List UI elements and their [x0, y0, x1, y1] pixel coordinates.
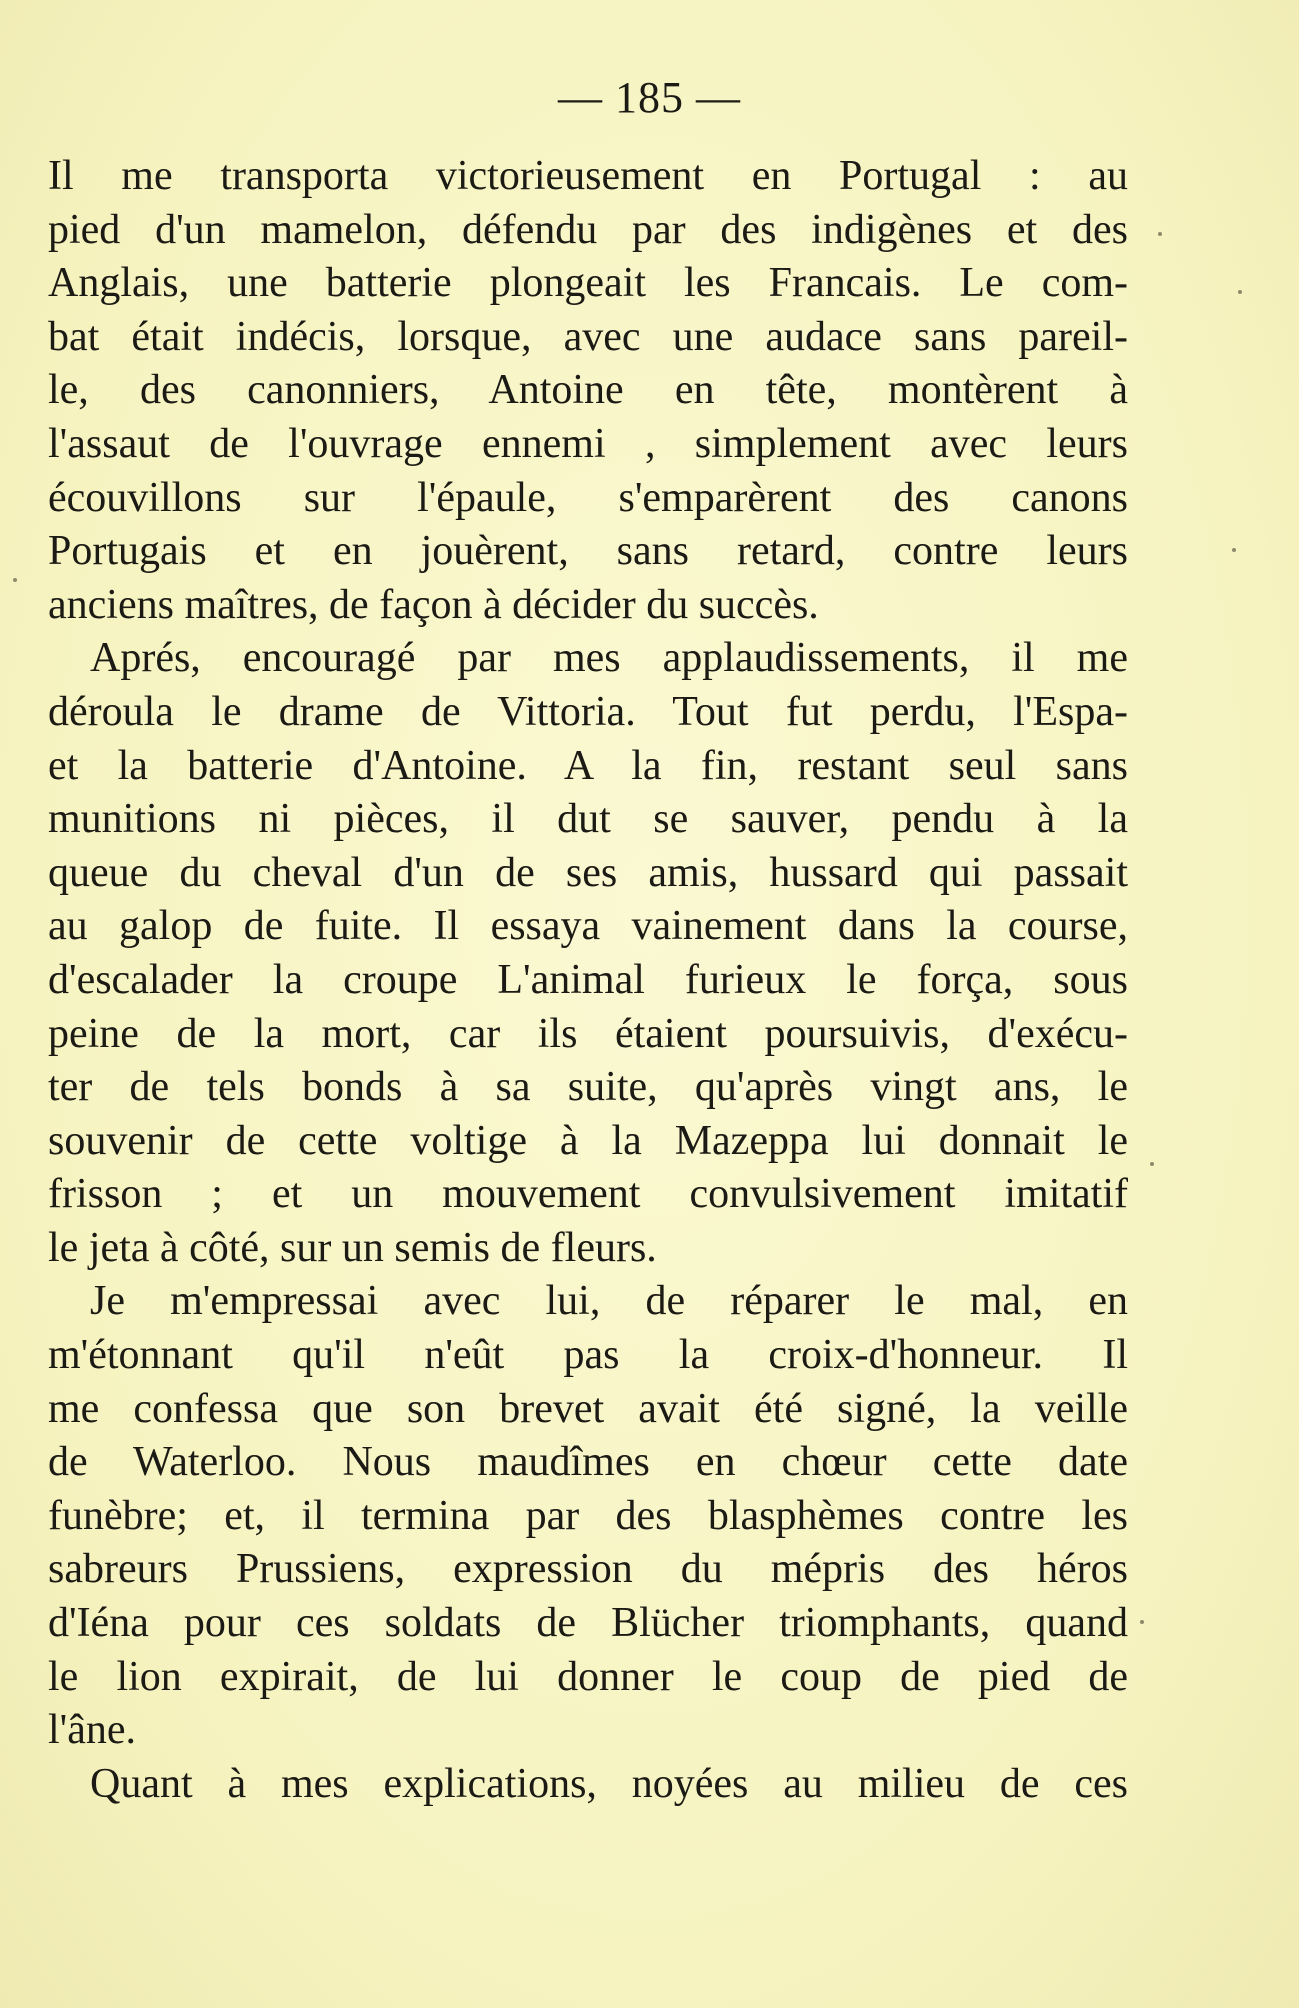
text-line: sabreurs Prussiens, expression du mépris des héros: [48, 1546, 1128, 1593]
text-line: souvenir de cette voltige à la Mazeppa lui donnait le: [48, 1117, 1128, 1164]
paper-speck: [1232, 548, 1236, 552]
text-line: Anglais, une batterie plongeait les Francais. Le com-: [48, 260, 1128, 307]
text-line: déroula le drame de Vittoria. Tout fut perdu, l'Espa-: [48, 688, 1128, 735]
paper-speck: [1158, 232, 1162, 236]
text-line: ter de tels bonds à sa suite, qu'après vingt ans, le: [48, 1064, 1128, 1111]
text-line: de Waterloo. Nous maudîmes en chœur cette date: [48, 1439, 1128, 1486]
text-line: frisson ; et un mouvement convulsivement imitatif: [48, 1171, 1128, 1218]
paragraph-start-line: Quant à mes explications, noyées au milieu de ces: [90, 1760, 1128, 1807]
text-line: bat était indécis, lorsque, avec une audace sans pareil-: [48, 313, 1128, 360]
text-line: Il me transporta victorieusement en Portugal : au: [48, 153, 1128, 199]
text-line: l'âne.: [48, 1707, 137, 1754]
text-line: le lion expirait, de lui donner le coup de pied de: [48, 1653, 1128, 1700]
text-line: l'assaut de l'ouvrage ennemi , simplement avec leurs: [48, 420, 1128, 467]
text-line: le jeta à côté, sur un semis de fleurs.: [48, 1224, 657, 1271]
text-line: m'étonnant qu'il n'eût pas la croix-d'honneur. Il: [48, 1332, 1128, 1379]
text-line: le, des canonniers, Antoine en tête, montèrent à: [48, 367, 1128, 414]
paper-speck: [1238, 290, 1242, 294]
paper-speck: [1140, 1620, 1144, 1624]
text-line: munitions ni pièces, il dut se sauver, pendu à la: [48, 796, 1128, 843]
page-number: — 185 —: [558, 73, 741, 122]
body-text: [48, 150, 1128, 1811]
paragraph-start-line: Je m'empressai avec lui, de réparer le mal, en: [90, 1278, 1128, 1325]
text-line: et la batterie d'Antoine. A la fin, restant seul sans: [48, 742, 1128, 789]
paper-speck: [1150, 1162, 1154, 1166]
text-line: d'escalader la croupe L'animal furieux le força, sous: [48, 956, 1128, 1003]
text-line: au galop de fuite. Il essaya vainement dans la course,: [48, 903, 1128, 950]
text-line: queue du cheval d'un de ses amis, hussard qui passait: [48, 849, 1128, 896]
paragraph-start-line: Aprés, encouragé par mes applaudissements, il me: [90, 635, 1128, 682]
paper-speck: [13, 578, 17, 582]
text-line: écouvillons sur l'épaule, s'emparèrent des canons: [48, 474, 1128, 521]
text-line: funèbre; et, il termina par des blasphèmes contre les: [48, 1492, 1128, 1539]
text-line: d'Iéna pour ces soldats de Blücher triomphants, quand: [48, 1600, 1128, 1647]
text-line: pied d'un mamelon, défendu par des indigènes et des: [48, 206, 1128, 253]
text-line: anciens maîtres, de façon à décider du succès.: [48, 581, 819, 628]
text-line: Portugais et en jouèrent, sans retard, contre leurs: [48, 528, 1128, 575]
text-line: me confessa que son brevet avait été signé, la veille: [48, 1385, 1128, 1432]
text-line: peine de la mort, car ils étaient poursuivis, d'exécu-: [48, 1010, 1128, 1057]
